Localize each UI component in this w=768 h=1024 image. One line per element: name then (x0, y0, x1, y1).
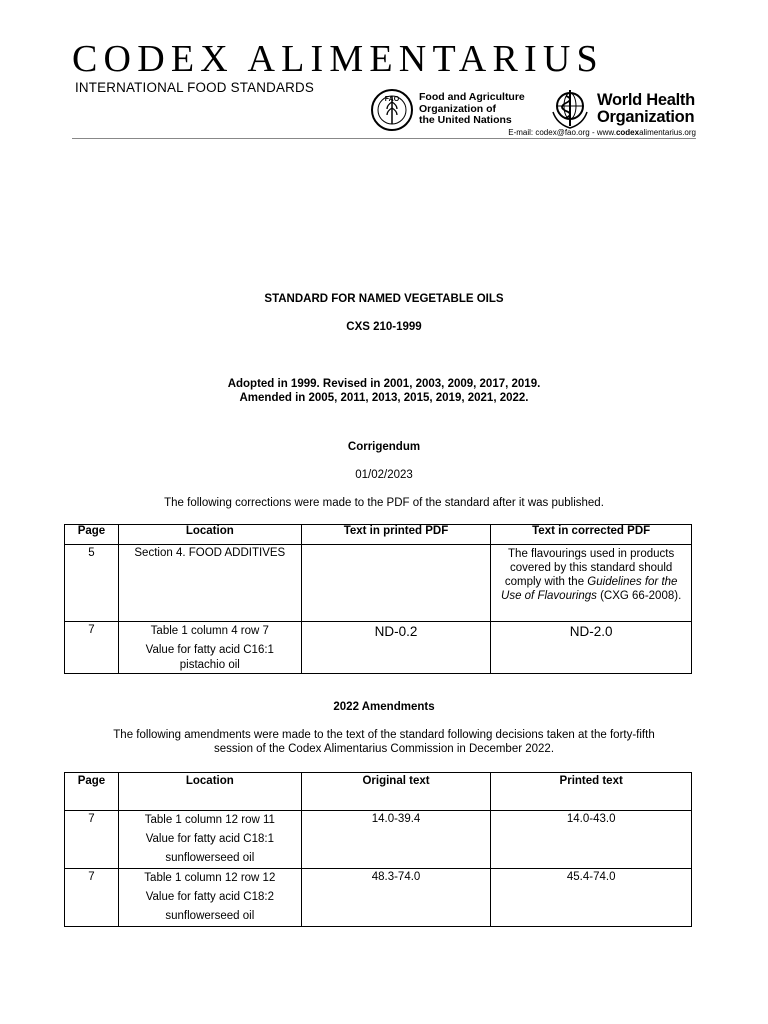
column-header-location: Location (118, 773, 301, 811)
column-header-printed: Text in printed PDF (301, 525, 491, 545)
location-line1: Table 1 column 12 row 11 (144, 814, 275, 826)
cell-printed-text (301, 545, 491, 622)
column-header-page: Page (65, 525, 119, 545)
location-line1: Section 4. FOOD ADDITIVES (134, 547, 286, 559)
cell-location (118, 869, 301, 927)
column-header-corrected: Text in corrected PDF (491, 525, 692, 545)
table-row (65, 622, 692, 674)
location-line1: Table 1 column 12 row 12 (144, 872, 276, 884)
who-emblem-icon (547, 86, 593, 132)
contact-suffix: alimentarius.org (639, 128, 696, 137)
table-row (65, 869, 692, 927)
cell-page: 7 (65, 869, 119, 927)
document-title: STANDARD FOR NAMED VEGETABLE OILS (264, 293, 504, 305)
cell-printed-text: ND-0.2 (301, 622, 491, 674)
fao-name-line2: Organization of (419, 102, 496, 115)
cell-location (118, 622, 301, 674)
corrigendum-table (64, 524, 692, 674)
column-header-original: Original text (301, 773, 491, 811)
fao-logo-letters: FAO (384, 96, 400, 103)
corrigendum-date: 01/02/2023 (355, 469, 413, 481)
column-header-location: Location (118, 525, 301, 545)
cell-page: 7 (65, 811, 119, 869)
amended-line: Amended in 2005, 2011, 2013, 2015, 2019, 2021, 2022. (239, 392, 529, 404)
corrected-text-part1: The flavourings used in products covered by this standard should comply with the (504, 548, 675, 588)
amendments-table (64, 772, 692, 927)
brand-subtitle: INTERNATIONAL FOOD STANDARDS (75, 80, 314, 95)
header-divider (72, 138, 696, 139)
location-line3: sunflowerseed oil (165, 910, 255, 922)
who-name-line1: World Health (597, 91, 695, 109)
cell-page: 7 (65, 622, 119, 674)
table-row (65, 811, 692, 869)
column-header-printed: Printed text (491, 773, 692, 811)
location-line3: sunflowerseed oil (165, 852, 255, 864)
amendments-heading: 2022 Amendments (333, 701, 435, 713)
table-row (65, 545, 692, 622)
contact-prefix: E-mail: codex@fao.org - www. (508, 128, 616, 137)
cell-corrected-text: ND-2.0 (491, 622, 692, 674)
who-name-line2: Organization (597, 108, 695, 126)
cell-location (118, 545, 301, 622)
cell-location (118, 811, 301, 869)
corrigendum-intro: The following corrections were made to the PDF of the standard after it was published. (164, 497, 604, 509)
who-name (597, 92, 695, 126)
document-code: CXS 210-1999 (346, 321, 422, 333)
cell-printed-text: 14.0-43.0 (491, 811, 692, 869)
fao-emblem-icon (370, 88, 414, 132)
corrected-text-part2: (CXG 66-2008). (596, 590, 682, 602)
column-header-page: Page (65, 773, 119, 811)
location-line1: Table 1 column 4 row 7 (150, 625, 269, 637)
location-line2: Value for fatty acid C16:1 (145, 644, 274, 656)
cell-original-text: 48.3-74.0 (301, 869, 491, 927)
fao-name-line1: Food and Agriculture (419, 91, 525, 103)
adopted-line: Adopted in 1999. Revised in 2001, 2003, 2009, 2017, 2019. (227, 378, 541, 390)
location-line2: Value for fatty acid C18:2 (145, 891, 274, 903)
amendments-intro-line1: The following amendments were made to the text of the standard following decisions taken at the forty-fifth (113, 729, 655, 741)
contact-bold: codex (615, 128, 640, 137)
table-header-row (65, 773, 692, 811)
amendments-intro-line2: session of the Codex Alimentarius Commission in December 2022. (213, 743, 555, 755)
cell-original-text: 14.0-39.4 (301, 811, 491, 869)
cell-corrected-text (491, 545, 692, 622)
cell-page: 5 (65, 545, 119, 622)
fao-name (419, 92, 525, 127)
corrigendum-heading: Corrigendum (347, 441, 421, 453)
fao-name-line3: the United Nations (419, 114, 512, 126)
codex-alimentarius-wordmark: CODEX ALIMENTARIUS (72, 38, 604, 80)
location-line3: pistachio oil (179, 659, 240, 671)
location-line2: Value for fatty acid C18:1 (145, 833, 274, 845)
contact-line (372, 128, 696, 137)
table-header-row (65, 525, 692, 545)
cell-printed-text: 45.4-74.0 (491, 869, 692, 927)
corrected-text-italic: Guidelines for the Use of Flavourings (501, 576, 678, 602)
